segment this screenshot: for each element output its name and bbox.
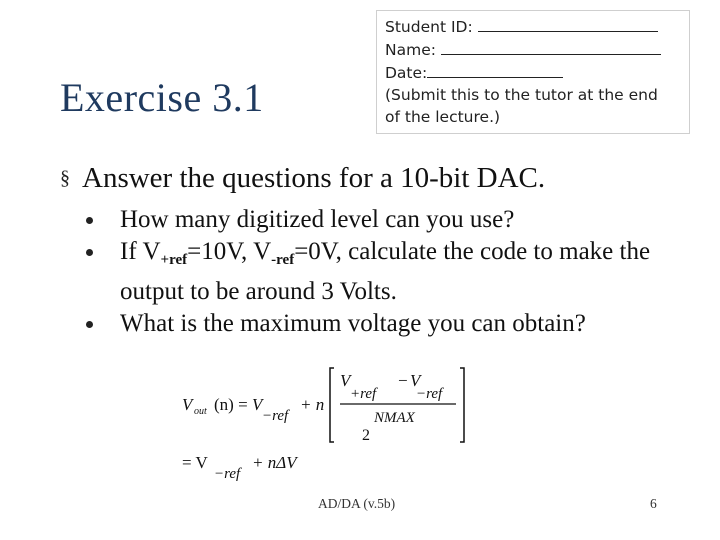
lhs-out-subscript: out xyxy=(194,406,207,417)
right-bracket xyxy=(460,368,464,442)
main-bullet-text: Answer the questions for a 10-bit DAC. xyxy=(82,162,546,194)
lhs-v: V xyxy=(182,395,193,414)
lhs-arg: (n) = xyxy=(214,395,248,414)
num-minus-ref-sub: −ref xyxy=(416,386,443,402)
num-v2: V xyxy=(410,371,421,390)
slide-footer: AD/DA (v.5b) xyxy=(318,496,396,511)
sub-bullet-item-3 xyxy=(86,308,706,340)
main-bullet xyxy=(60,162,545,195)
line2-minus-ref-sub: −ref xyxy=(214,466,241,482)
name-label: Name: xyxy=(385,41,436,59)
sub-bullet-list xyxy=(86,204,706,340)
v-minus-ref: V xyxy=(252,395,263,414)
instruction-line-1: (Submit this to the tutor at the end xyxy=(385,86,658,104)
sub-bullet-text-2a: If V xyxy=(120,238,161,265)
sub-bullet-text-2c: =0V, calculate the code to make the output to be around 3 Volts. xyxy=(120,238,651,305)
den-nmax: NMAX xyxy=(374,410,415,426)
den-two: 2 xyxy=(362,427,370,444)
sub-bullet-text-3: What is the maximum voltage you can obtain? xyxy=(120,310,586,337)
date-blank xyxy=(427,61,563,78)
sub-bullet-item-1 xyxy=(86,204,706,236)
sub-bullet-text-2b: =10V, V xyxy=(187,238,272,265)
formula-graphic xyxy=(176,362,476,488)
plus-n: + n xyxy=(300,395,325,414)
minus-ref-sub: −ref xyxy=(262,408,289,424)
plus-ref-subscript: +ref xyxy=(160,252,188,268)
sub-bullet-text-1: How many digitized level can you use? xyxy=(120,206,515,233)
sub-bullet-item-2 xyxy=(86,236,706,308)
date-label: Date: xyxy=(385,64,428,82)
num-v1: V xyxy=(340,371,351,390)
name-blank xyxy=(441,38,661,55)
instruction-line-2: of the lecture.) xyxy=(385,108,501,126)
dac-output-formula xyxy=(176,362,476,488)
bullet-dot-icon xyxy=(86,249,93,256)
submission-box xyxy=(376,10,690,134)
left-bracket xyxy=(330,368,334,442)
student-id-blank xyxy=(478,15,658,32)
slide-title: Exercise 3.1 xyxy=(60,75,264,120)
student-id-label: Student ID: xyxy=(385,18,473,36)
page-number: 6 xyxy=(650,496,657,511)
num-plus-ref-sub: +ref xyxy=(350,386,377,402)
bullet-dot-icon xyxy=(86,217,93,224)
minus-ref-subscript: -ref xyxy=(271,252,295,268)
line2-eq: = V xyxy=(182,453,208,472)
num-minus: − xyxy=(398,371,408,390)
line2-rest: + nΔV xyxy=(252,453,297,472)
bullet-dot-icon xyxy=(86,321,93,328)
square-bullet-icon: § xyxy=(60,167,70,189)
